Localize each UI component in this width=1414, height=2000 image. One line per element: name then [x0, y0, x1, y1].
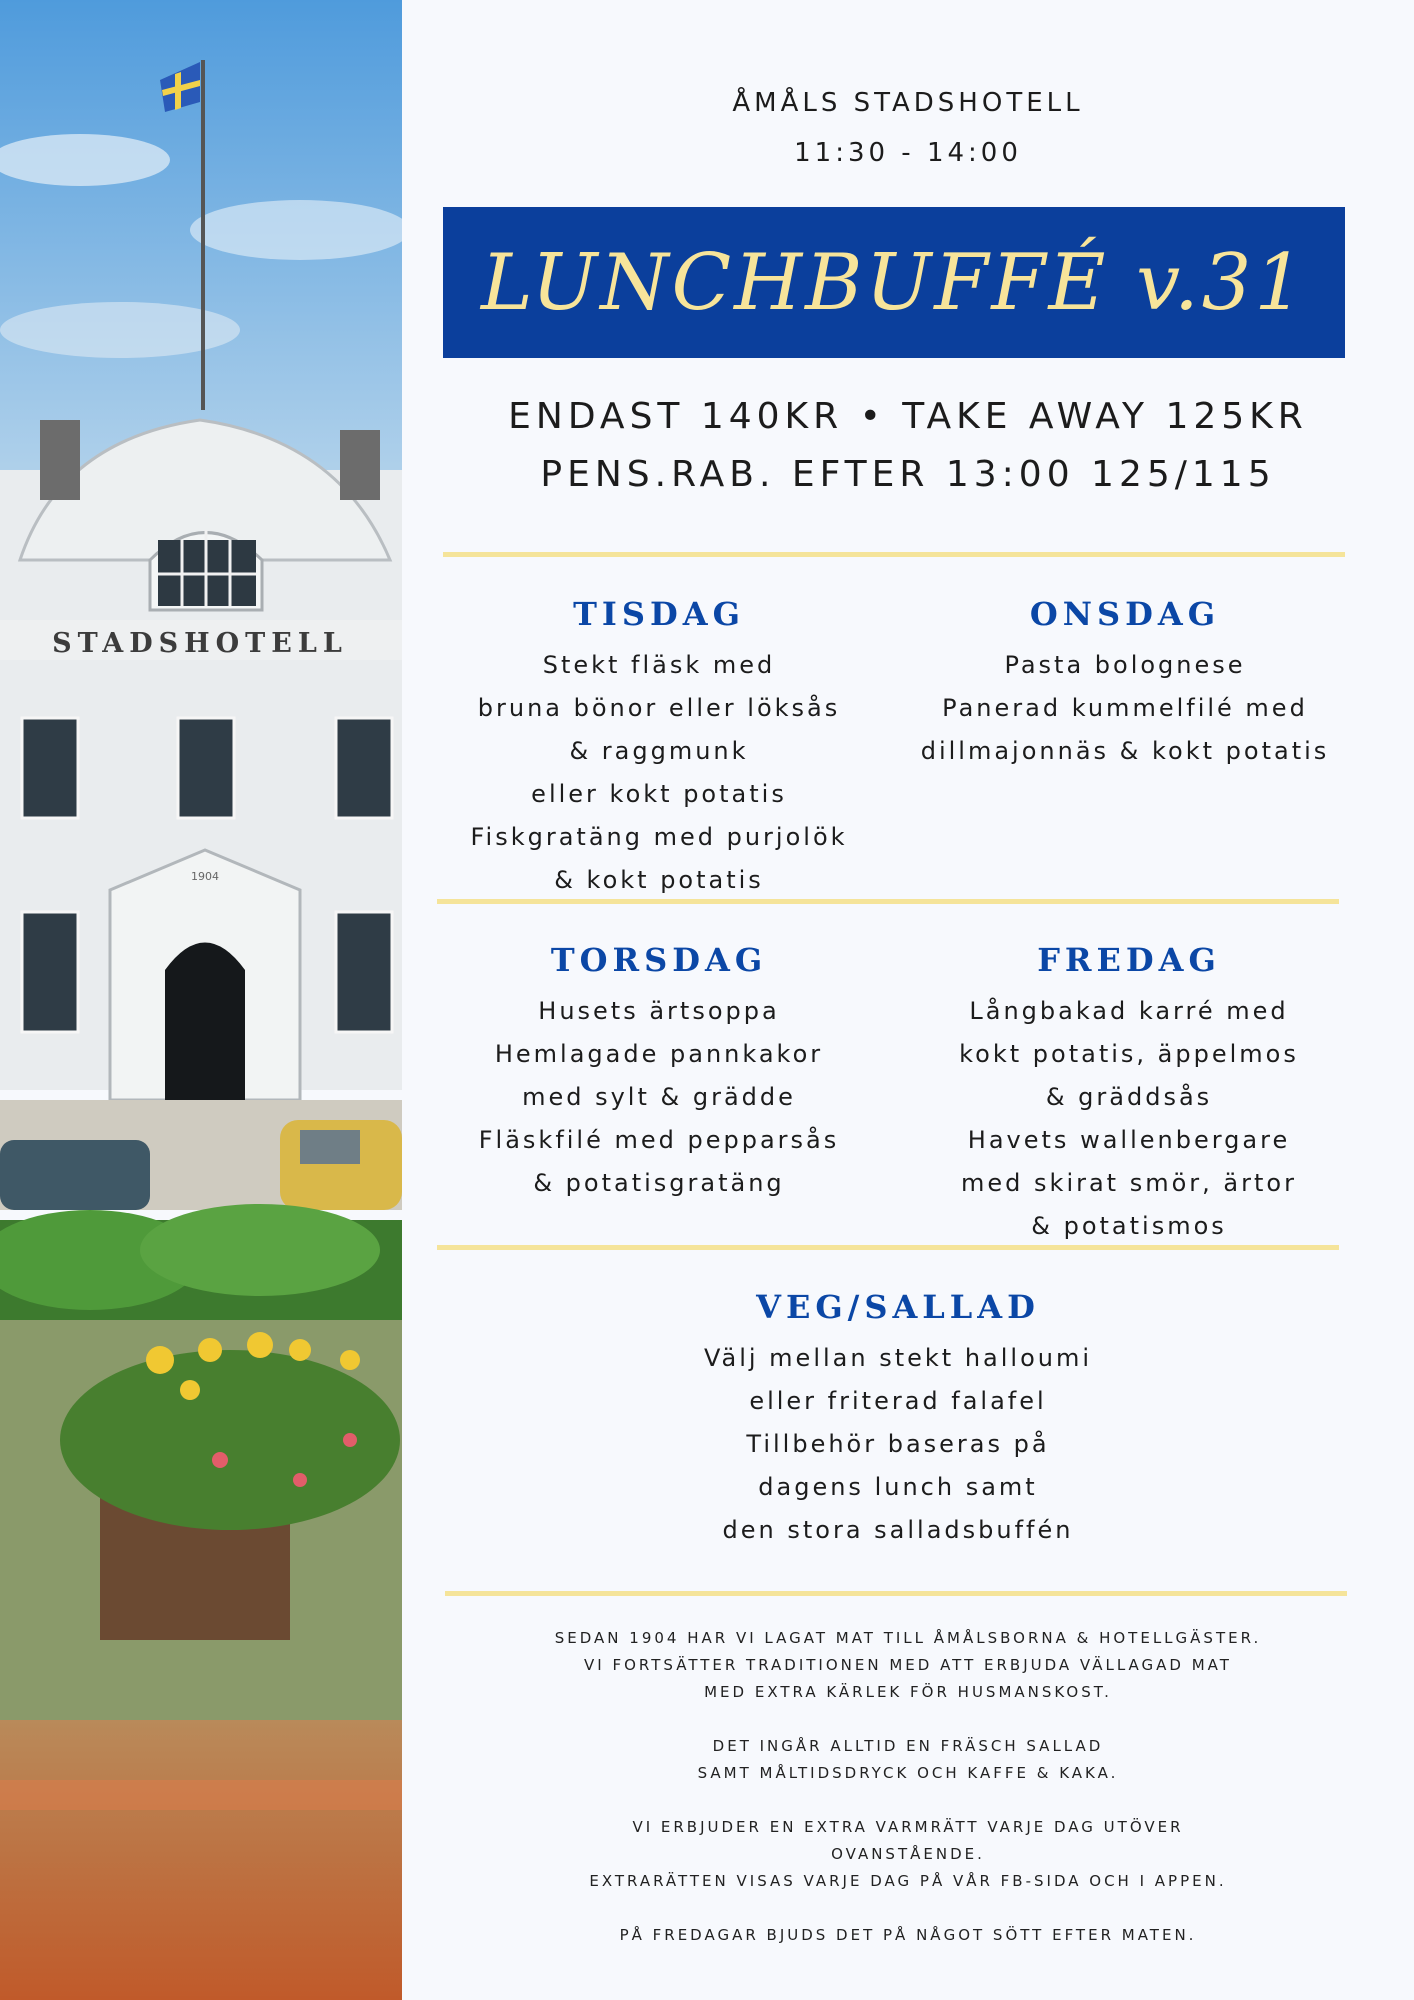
day-heading: TORSDAG: [550, 941, 768, 979]
day-heading: FREDAG: [1037, 941, 1221, 979]
footer-line: SEDAN 1904 HAR VI LAGAT MAT TILL ÅMÅLSBORNA & HOTELLGÄSTER.: [554, 1629, 1262, 1647]
menu-item: Fläskfilé med pepparsås: [478, 1126, 840, 1154]
title-banner: [443, 207, 1345, 358]
menu-item: Hemlagade pannkakor: [494, 1040, 824, 1068]
menu-item: & potatisgratäng: [533, 1169, 785, 1197]
menu-item: kokt potatis, äppelmos: [959, 1040, 1299, 1068]
page-title: LUNCHBUFFÉ v.31: [480, 237, 1308, 328]
day-section-veg-sallad: [668, 1287, 1128, 1552]
menu-item: Fiskgratäng med purjolök: [470, 823, 848, 851]
menu-item: & kokt potatis: [554, 866, 764, 894]
footer-line: DET INGÅR ALLTID EN FRÄSCH SALLAD: [712, 1737, 1104, 1755]
menu-item: & gräddsås: [1045, 1083, 1213, 1111]
menu-item: eller kokt potatis: [531, 780, 787, 808]
footer-info: [402, 1625, 1414, 1976]
footer-line: VI ERBJUDER EN EXTRA VARMRÄTT VARJE DAG UTÖVER: [632, 1818, 1184, 1836]
menu-item: & potatismos: [1031, 1212, 1227, 1240]
menu-item: Pasta bolognese: [1004, 651, 1246, 679]
dark-car: [0, 1140, 150, 1210]
footer-paragraph: [402, 1922, 1414, 1949]
divider: [445, 1591, 1347, 1596]
menu-item: bruna bönor eller löksås: [477, 694, 841, 722]
menu-item: Havets wallenbergare: [967, 1126, 1291, 1154]
menu-item: & raggmunk: [569, 737, 749, 765]
price-info: [402, 388, 1414, 504]
header-info: [402, 78, 1414, 178]
hotel-building: [0, 420, 402, 1100]
footer-line: MED EXTRA KÄRLEK FÖR HUSMANSKOST.: [704, 1683, 1112, 1701]
day-heading: VEG/SALLAD: [756, 1288, 1040, 1326]
menu-panel: [402, 0, 1414, 2000]
day-heading: ONSDAG: [1029, 595, 1221, 633]
day-section-tisdag: [429, 594, 889, 902]
day-section-fredag: [899, 940, 1359, 1248]
street: [0, 1720, 402, 2000]
footer-paragraph: [402, 1625, 1414, 1706]
footer-line: PÅ FREDAGAR BJUDS DET PÅ NÅGOT SÖTT EFTER MATEN.: [619, 1926, 1197, 1944]
facade-year: 1904: [191, 870, 219, 883]
footer-line: VI FORTSÄTTER TRADITIONEN MED ATT ERBJUDA VÄLLAGAD MAT: [584, 1656, 1232, 1674]
footer-line: OVANSTÅENDE.: [831, 1845, 985, 1863]
menu-item: Panerad kummelfilé med: [942, 694, 1308, 722]
divider: [443, 552, 1345, 557]
menu-item: Husets ärtsoppa: [538, 997, 780, 1025]
opening-hours: 11:30 - 14:00: [794, 138, 1022, 168]
footer-line: EXTRARÄTTEN VISAS VARJE DAG PÅ VÅR FB-SIDA OCH I APPEN.: [589, 1872, 1227, 1890]
menu-item: Långbakad karré med: [969, 997, 1289, 1025]
menu-item: eller friterad falafel: [749, 1387, 1047, 1415]
menu-item: den stora salladsbuffén: [722, 1516, 1074, 1544]
day-section-onsdag: [895, 594, 1355, 773]
divider: [437, 1245, 1339, 1250]
menu-item: med sylt & grädde: [522, 1083, 796, 1111]
footer-paragraph: [402, 1814, 1414, 1895]
price-line: ENDAST 140KR • TAKE AWAY 125KR: [508, 396, 1308, 437]
footer-line: SAMT MÅLTIDSDRYCK OCH KAFFE & KAKA.: [697, 1764, 1119, 1782]
day-section-torsdag: [429, 940, 889, 1205]
pension-discount-line: PENS.RAB. EFTER 13:00 125/115: [540, 454, 1276, 495]
menu-item: Välj mellan stekt halloumi: [703, 1344, 1093, 1372]
divider: [437, 899, 1339, 904]
day-heading: TISDAG: [573, 595, 745, 633]
menu-item: Tillbehör baseras på: [746, 1430, 1050, 1458]
menu-item: Stekt fläsk med: [542, 651, 776, 679]
menu-item: med skirat smör, ärtor: [961, 1169, 1297, 1197]
menu-item: dagens lunch samt: [758, 1473, 1038, 1501]
menu-item: dillmajonnäs & kokt potatis: [920, 737, 1330, 765]
footer-paragraph: [402, 1733, 1414, 1787]
facade-sign: STADSHOTELL: [52, 628, 348, 659]
hotel-name: ÅMÅLS STADSHOTELL: [732, 88, 1084, 118]
hotel-photo: [0, 0, 402, 2000]
